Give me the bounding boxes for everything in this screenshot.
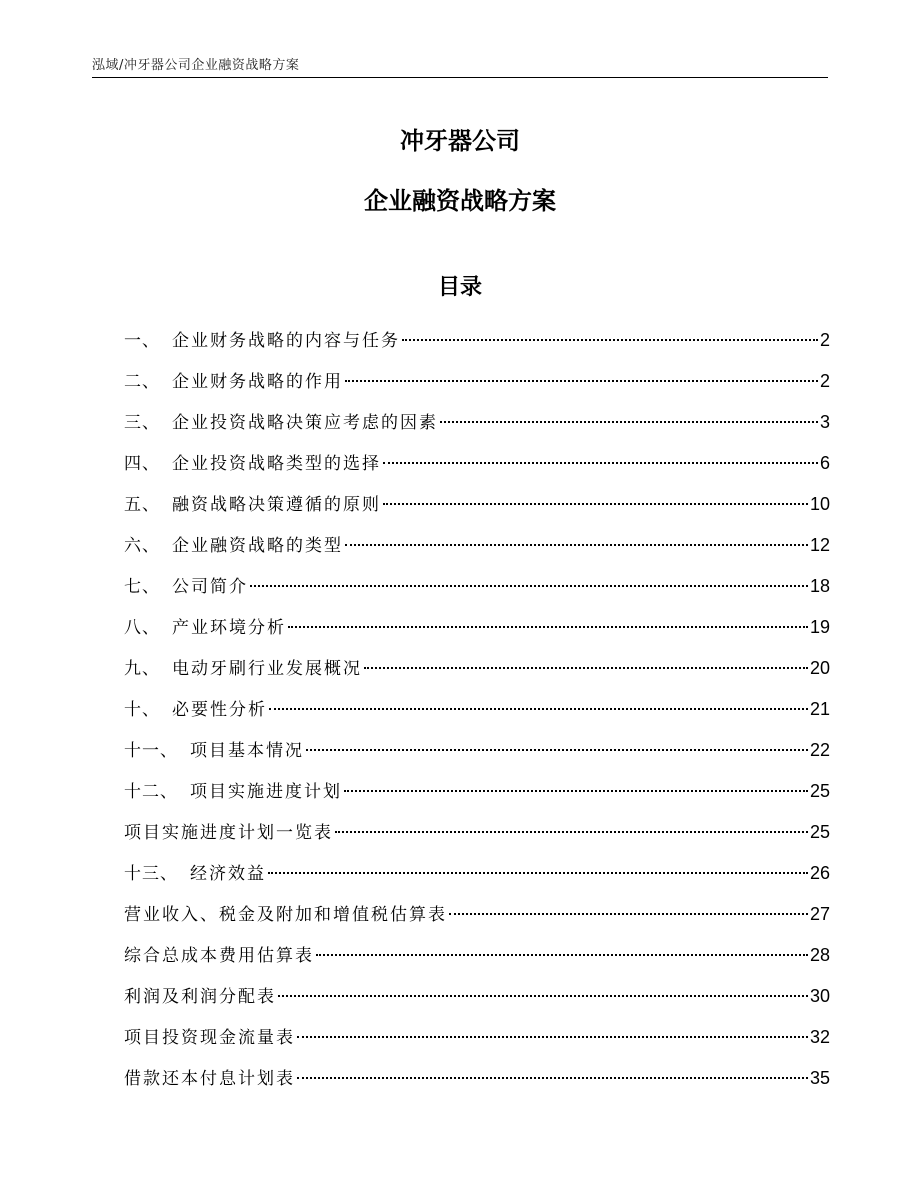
toc-entry-title: 企业融资战略的类型 — [172, 536, 343, 556]
toc-entry-number: 九、 — [124, 659, 160, 679]
toc-entry[interactable] — [124, 771, 830, 812]
toc-entry-page: 19 — [809, 617, 830, 637]
toc-entry[interactable] — [124, 812, 830, 853]
toc-dot-leader — [345, 544, 808, 546]
toc-entry-title: 经济效益 — [190, 864, 266, 884]
toc-dot-leader — [250, 585, 808, 587]
toc-entry-page: 6 — [819, 453, 830, 473]
toc-entry-page: 27 — [809, 904, 830, 924]
toc-entry-title: 融资战略决策遵循的原则 — [172, 495, 381, 515]
toc-entry-title: 项目投资现金流量表 — [124, 1028, 295, 1048]
toc-entry-page: 28 — [809, 945, 830, 965]
toc-dot-leader — [268, 872, 808, 874]
toc-entry[interactable] — [124, 525, 830, 566]
toc-entry-page: 21 — [809, 699, 830, 719]
toc-entry[interactable] — [124, 689, 830, 730]
toc-dot-leader — [288, 626, 808, 628]
toc-dot-leader — [335, 831, 808, 833]
toc-dot-leader — [440, 421, 818, 423]
toc-entry-number: 十三、 — [124, 864, 178, 884]
toc-entry-page: 12 — [809, 535, 830, 555]
toc-entry-number: 三、 — [124, 413, 160, 433]
toc-entry-number: 七、 — [124, 577, 160, 597]
toc-entry-number: 八、 — [124, 618, 160, 638]
toc-entry-page: 18 — [809, 576, 830, 596]
toc-dot-leader — [269, 708, 808, 710]
toc-dot-leader — [383, 503, 808, 505]
document-subtitle: 企业融资战略方案 — [364, 187, 556, 215]
toc-entry[interactable] — [124, 935, 830, 976]
toc-dot-leader — [316, 954, 808, 956]
toc-entry[interactable] — [124, 1017, 830, 1058]
toc-heading: 目录 — [437, 275, 482, 300]
toc-dot-leader — [364, 667, 808, 669]
toc-entry-title: 项目实施进度计划一览表 — [124, 823, 333, 843]
toc-entry-title: 利润及利润分配表 — [124, 987, 276, 1007]
toc-entry[interactable] — [124, 1058, 830, 1099]
toc-entry-title: 企业投资战略决策应考虑的因素 — [172, 413, 438, 433]
toc-entry[interactable] — [124, 361, 830, 402]
toc-entry[interactable] — [124, 648, 830, 689]
toc-entry[interactable] — [124, 894, 830, 935]
toc-entry-number: 十、 — [124, 700, 160, 720]
toc-entry-page: 30 — [809, 986, 830, 1006]
toc-entry-title: 借款还本付息计划表 — [124, 1069, 295, 1089]
toc-entry-number: 五、 — [124, 495, 160, 515]
toc-entry[interactable] — [124, 484, 830, 525]
table-of-contents — [124, 320, 830, 1099]
toc-dot-leader — [383, 462, 818, 464]
toc-entry-page: 25 — [809, 781, 830, 801]
toc-entry[interactable] — [124, 607, 830, 648]
toc-entry-page: 32 — [809, 1027, 830, 1047]
toc-entry-title: 企业财务战略的内容与任务 — [172, 331, 400, 351]
toc-entry-page: 22 — [809, 740, 830, 760]
toc-dot-leader — [278, 995, 808, 997]
toc-entry-page: 3 — [819, 412, 830, 432]
toc-entry-title: 营业收入、税金及附加和增值税估算表 — [124, 905, 447, 925]
toc-dot-leader — [344, 790, 808, 792]
toc-entry-number: 十一、 — [124, 741, 178, 761]
toc-entry-title: 电动牙刷行业发展概况 — [172, 659, 362, 679]
toc-entry-title: 项目基本情况 — [190, 741, 304, 761]
header-rule — [92, 77, 828, 78]
toc-entry-page: 25 — [809, 822, 830, 842]
toc-entry[interactable] — [124, 976, 830, 1017]
toc-entry-page: 26 — [809, 863, 830, 883]
toc-entry-page: 2 — [819, 371, 830, 391]
running-header: 泓域/冲牙器公司企业融资战略方案 — [92, 58, 300, 73]
toc-entry-title: 产业环境分析 — [172, 618, 286, 638]
toc-entry-title: 综合总成本费用估算表 — [124, 946, 314, 966]
document-title: 冲牙器公司 — [400, 127, 520, 155]
toc-entry[interactable] — [124, 443, 830, 484]
toc-entry[interactable] — [124, 320, 830, 361]
toc-dot-leader — [297, 1036, 808, 1038]
toc-entry[interactable] — [124, 730, 830, 771]
toc-dot-leader — [345, 380, 818, 382]
toc-dot-leader — [402, 339, 818, 341]
toc-entry-title: 企业财务战略的作用 — [172, 372, 343, 392]
toc-entry-title: 企业投资战略类型的选择 — [172, 454, 381, 474]
toc-entry-title: 项目实施进度计划 — [190, 782, 342, 802]
toc-entry-page: 2 — [819, 330, 830, 350]
toc-entry[interactable] — [124, 402, 830, 443]
toc-entry-number: 二、 — [124, 372, 160, 392]
toc-entry[interactable] — [124, 853, 830, 894]
toc-entry-number: 一、 — [124, 331, 160, 351]
toc-entry-number: 四、 — [124, 454, 160, 474]
toc-entry-title: 公司简介 — [172, 577, 248, 597]
toc-entry-number: 六、 — [124, 536, 160, 556]
toc-dot-leader — [306, 749, 808, 751]
toc-entry[interactable] — [124, 566, 830, 607]
toc-dot-leader — [449, 913, 808, 915]
toc-entry-page: 20 — [809, 658, 830, 678]
toc-dot-leader — [297, 1077, 808, 1079]
toc-entry-page: 10 — [809, 494, 830, 514]
toc-entry-title: 必要性分析 — [172, 700, 267, 720]
toc-entry-number: 十二、 — [124, 782, 178, 802]
toc-entry-page: 35 — [809, 1068, 830, 1088]
